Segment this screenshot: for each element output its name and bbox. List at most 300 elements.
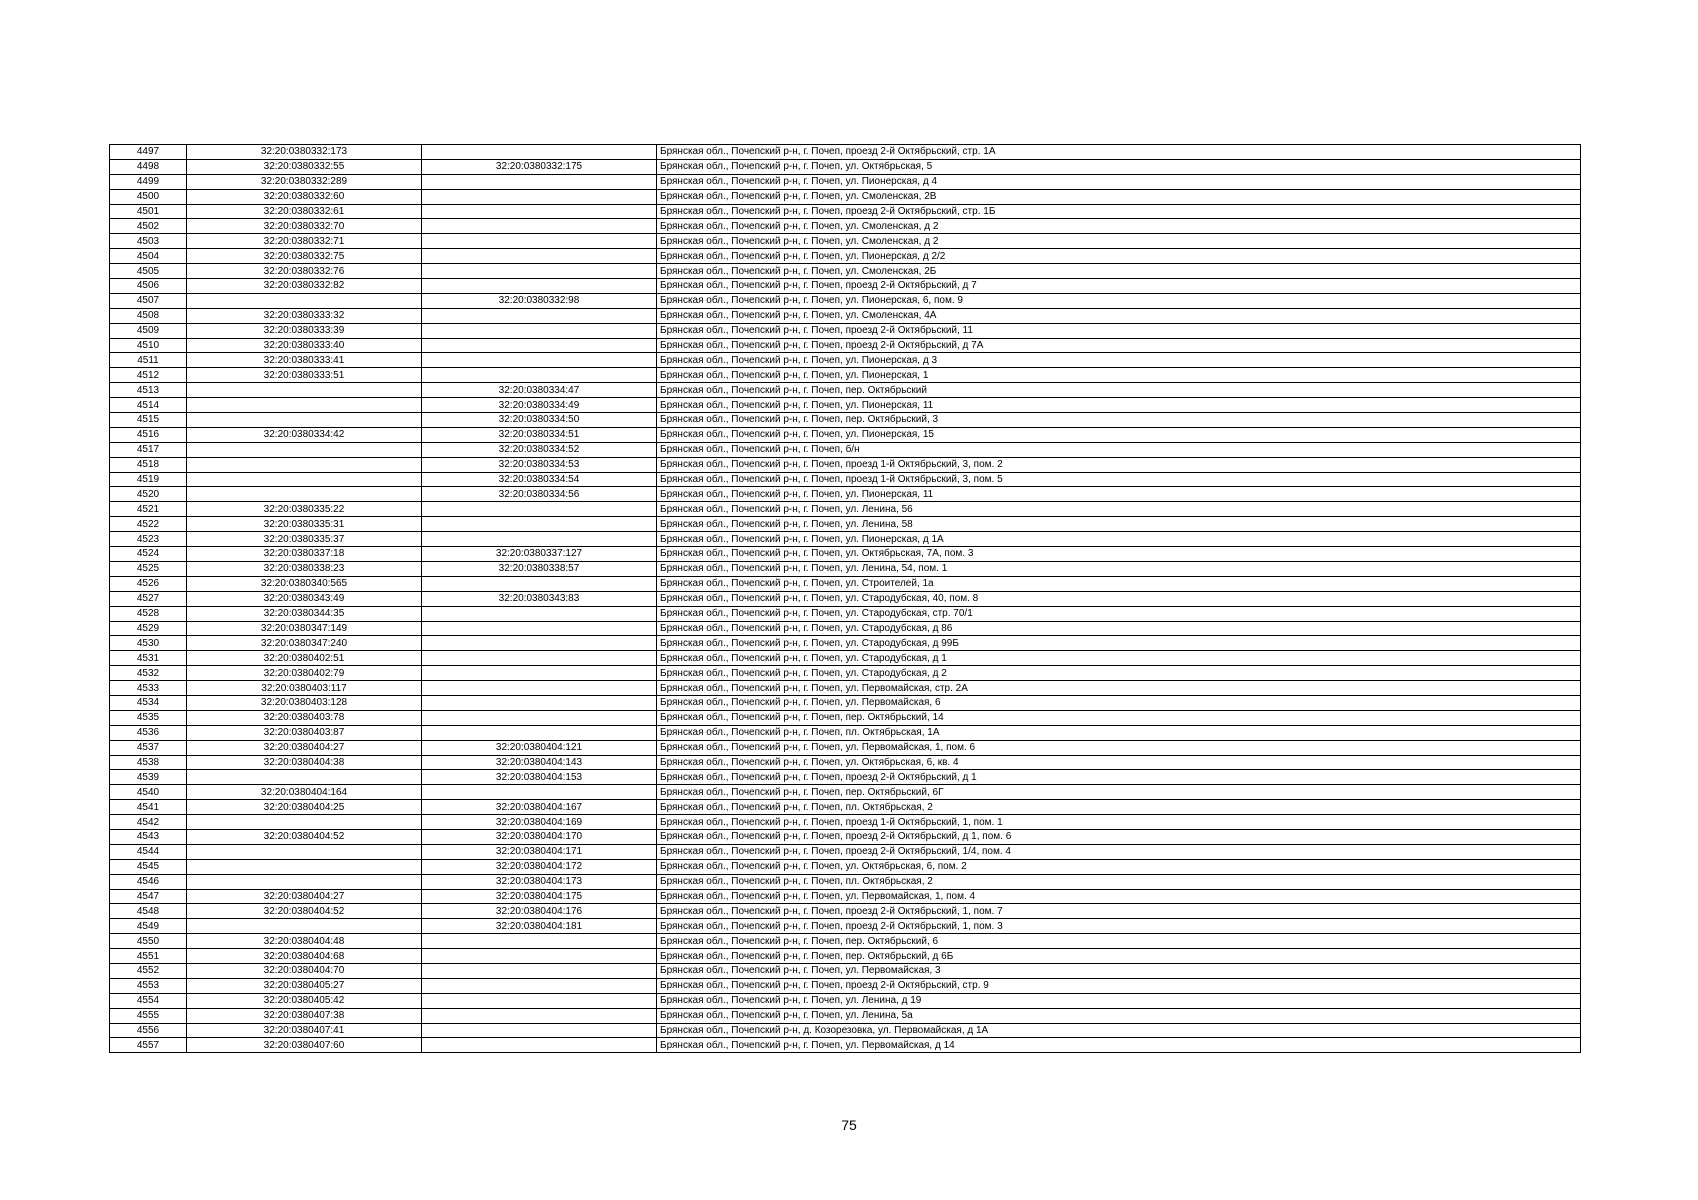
table-row [110, 636, 1581, 651]
address-cell: Брянская обл., Почепский р-н, г. Почеп, ул. Смоленская, д 2 [657, 219, 1581, 234]
table-row [110, 889, 1581, 904]
address-cell: Брянская обл., Почепский р-н, г. Почеп, ул. Строителей, 1а [657, 576, 1581, 591]
row-number-cell: 4548 [110, 904, 187, 919]
address-cell: Брянская обл., Почепский р-н, г. Почеп, ул. Стародубская, д 99Б [657, 636, 1581, 651]
cadastral-number-cell: 32:20:0380338:23 [187, 561, 422, 576]
row-number-cell: 4556 [110, 1023, 187, 1038]
row-number-cell: 4512 [110, 368, 187, 383]
row-number-cell: 4524 [110, 547, 187, 562]
table-row [110, 815, 1581, 830]
linked-cadastral-number-cell: 32:20:0380404:121 [422, 740, 657, 755]
linked-cadastral-number-cell [422, 621, 657, 636]
cadastral-number-cell [187, 919, 422, 934]
row-number-cell: 4501 [110, 204, 187, 219]
table-row [110, 666, 1581, 681]
linked-cadastral-number-cell [422, 576, 657, 591]
address-cell: Брянская обл., Почепский р-н, г. Почеп, проезд 1-й Октябрьский, 3, пом. 5 [657, 472, 1581, 487]
cadastral-number-cell [187, 398, 422, 413]
address-cell: Брянская обл., Почепский р-н, г. Почеп, ул. Октябрьская, 5 [657, 159, 1581, 174]
table-row [110, 264, 1581, 279]
table-row [110, 174, 1581, 189]
cadastral-number-cell: 32:20:0380333:51 [187, 368, 422, 383]
linked-cadastral-number-cell: 32:20:0380332:175 [422, 159, 657, 174]
table-row [110, 755, 1581, 770]
table-row [110, 472, 1581, 487]
table-row [110, 919, 1581, 934]
table-row [110, 353, 1581, 368]
table-row [110, 904, 1581, 919]
address-cell: Брянская обл., Почепский р-н, г. Почеп, ул. Стародубская, стр. 70/1 [657, 606, 1581, 621]
row-number-cell: 4530 [110, 636, 187, 651]
row-number-cell: 4519 [110, 472, 187, 487]
row-number-cell: 4554 [110, 993, 187, 1008]
row-number-cell: 4531 [110, 651, 187, 666]
address-cell: Брянская обл., Почепский р-н, г. Почеп, ул. Ленина, д 19 [657, 993, 1581, 1008]
linked-cadastral-number-cell [422, 666, 657, 681]
row-number-cell: 4497 [110, 145, 187, 160]
cadastral-number-cell: 32:20:0380404:27 [187, 889, 422, 904]
cadastral-number-cell [187, 859, 422, 874]
table-row [110, 963, 1581, 978]
cadastral-number-cell: 32:20:0380337:18 [187, 547, 422, 562]
cadastral-number-cell: 32:20:0380333:41 [187, 353, 422, 368]
row-number-cell: 4507 [110, 293, 187, 308]
linked-cadastral-number-cell [422, 934, 657, 949]
row-number-cell: 4536 [110, 725, 187, 740]
cadastral-number-cell: 32:20:0380343:49 [187, 591, 422, 606]
row-number-cell: 4514 [110, 398, 187, 413]
address-cell: Брянская обл., Почепский р-н, г. Почеп, ул. Первомайская, 1, пом. 6 [657, 740, 1581, 755]
linked-cadastral-number-cell: 32:20:0380404:175 [422, 889, 657, 904]
table-row [110, 800, 1581, 815]
address-cell: Брянская обл., Почепский р-н, г. Почеп, ул. Первомайская, стр. 2А [657, 681, 1581, 696]
address-cell: Брянская обл., Почепский р-н, г. Почеп, ул. Пионерская, д 4 [657, 174, 1581, 189]
row-number-cell: 4529 [110, 621, 187, 636]
cadastral-number-cell: 32:20:0380332:61 [187, 204, 422, 219]
address-cell: Брянская обл., Почепский р-н, г. Почеп, ул. Октябрьская, 7А, пом. 3 [657, 547, 1581, 562]
cadastral-number-cell: 32:20:0380332:70 [187, 219, 422, 234]
table-row [110, 323, 1581, 338]
table-row [110, 398, 1581, 413]
row-number-cell: 4557 [110, 1038, 187, 1053]
address-cell: Брянская обл., Почепский р-н, г. Почеп, ул. Смоленская, 2В [657, 189, 1581, 204]
cadastral-number-cell: 32:20:0380332:289 [187, 174, 422, 189]
row-number-cell: 4509 [110, 323, 187, 338]
address-cell: Брянская обл., Почепский р-н, г. Почеп, ул. Смоленская, д 2 [657, 234, 1581, 249]
linked-cadastral-number-cell [422, 264, 657, 279]
cadastral-number-cell [187, 844, 422, 859]
linked-cadastral-number-cell [422, 353, 657, 368]
table-row [110, 204, 1581, 219]
cadastral-number-cell: 32:20:0380403:128 [187, 695, 422, 710]
row-number-cell: 4510 [110, 338, 187, 353]
linked-cadastral-number-cell [422, 1023, 657, 1038]
table-row [110, 993, 1581, 1008]
cadastral-number-cell: 32:20:0380335:22 [187, 502, 422, 517]
linked-cadastral-number-cell [422, 219, 657, 234]
table-row [110, 234, 1581, 249]
row-number-cell: 4546 [110, 874, 187, 889]
cadastral-number-cell: 32:20:0380402:51 [187, 651, 422, 666]
cadastral-number-cell: 32:20:0380404:25 [187, 800, 422, 815]
cadastral-number-cell: 32:20:0380404:52 [187, 904, 422, 919]
linked-cadastral-number-cell [422, 189, 657, 204]
cadastral-number-cell: 32:20:0380332:71 [187, 234, 422, 249]
table-row [110, 621, 1581, 636]
table-row [110, 725, 1581, 740]
address-cell: Брянская обл., Почепский р-н, г. Почеп, пер. Октябрьский, 3 [657, 413, 1581, 428]
table-row [110, 517, 1581, 532]
linked-cadastral-number-cell: 32:20:0380404:169 [422, 815, 657, 830]
table-row [110, 591, 1581, 606]
cadastral-number-cell: 32:20:0380404:48 [187, 934, 422, 949]
address-cell: Брянская обл., Почепский р-н, д. Козорезовка, ул. Первомайская, д 1А [657, 1023, 1581, 1038]
row-number-cell: 4543 [110, 829, 187, 844]
table-body [110, 145, 1581, 1053]
address-cell: Брянская обл., Почепский р-н, г. Почеп, ул. Первомайская, 6 [657, 695, 1581, 710]
row-number-cell: 4528 [110, 606, 187, 621]
table-row [110, 1038, 1581, 1053]
address-cell: Брянская обл., Почепский р-н, г. Почеп, ул. Первомайская, 3 [657, 963, 1581, 978]
linked-cadastral-number-cell [422, 695, 657, 710]
row-number-cell: 4555 [110, 1008, 187, 1023]
table-row [110, 874, 1581, 889]
row-number-cell: 4508 [110, 308, 187, 323]
row-number-cell: 4518 [110, 457, 187, 472]
row-number-cell: 4516 [110, 427, 187, 442]
table-row [110, 279, 1581, 294]
row-number-cell: 4532 [110, 666, 187, 681]
row-number-cell: 4538 [110, 755, 187, 770]
row-number-cell: 4526 [110, 576, 187, 591]
address-cell: Брянская обл., Почепский р-н, г. Почеп, ул. Смоленская, 4А [657, 308, 1581, 323]
cadastral-number-cell [187, 487, 422, 502]
cadastral-number-cell: 32:20:0380407:41 [187, 1023, 422, 1038]
table-row [110, 338, 1581, 353]
address-cell: Брянская обл., Почепский р-н, г. Почеп, проезд 2-й Октябрьский, 1/4, пом. 4 [657, 844, 1581, 859]
table-row [110, 145, 1581, 160]
address-cell: Брянская обл., Почепский р-н, г. Почеп, пер. Октябрьский [657, 383, 1581, 398]
linked-cadastral-number-cell [422, 249, 657, 264]
linked-cadastral-number-cell [422, 710, 657, 725]
table-row [110, 651, 1581, 666]
address-cell: Брянская обл., Почепский р-н, г. Почеп, ул. Стародубская, д 86 [657, 621, 1581, 636]
cadastral-number-cell: 32:20:0380332:60 [187, 189, 422, 204]
cadastral-number-cell: 32:20:0380344:35 [187, 606, 422, 621]
row-number-cell: 4521 [110, 502, 187, 517]
linked-cadastral-number-cell [422, 323, 657, 338]
linked-cadastral-number-cell [422, 279, 657, 294]
row-number-cell: 4522 [110, 517, 187, 532]
row-number-cell: 4499 [110, 174, 187, 189]
row-number-cell: 4533 [110, 681, 187, 696]
address-cell: Брянская обл., Почепский р-н, г. Почеп, ул. Первомайская, 1, пом. 4 [657, 889, 1581, 904]
linked-cadastral-number-cell [422, 978, 657, 993]
table-row [110, 1008, 1581, 1023]
address-cell: Брянская обл., Почепский р-н, г. Почеп, пл. Октябрьская, 2 [657, 874, 1581, 889]
cadastral-number-cell: 32:20:0380333:40 [187, 338, 422, 353]
row-number-cell: 4525 [110, 561, 187, 576]
linked-cadastral-number-cell [422, 517, 657, 532]
linked-cadastral-number-cell [422, 651, 657, 666]
address-cell: Брянская обл., Почепский р-н, г. Почеп, проезд 2-й Октябрьский, 11 [657, 323, 1581, 338]
table-row [110, 576, 1581, 591]
row-number-cell: 4511 [110, 353, 187, 368]
cadastral-number-cell: 32:20:0380403:78 [187, 710, 422, 725]
row-number-cell: 4534 [110, 695, 187, 710]
table-row [110, 427, 1581, 442]
linked-cadastral-number-cell: 32:20:0380334:54 [422, 472, 657, 487]
cadastral-number-cell: 32:20:0380332:75 [187, 249, 422, 264]
linked-cadastral-number-cell: 32:20:0380404:172 [422, 859, 657, 874]
row-number-cell: 4549 [110, 919, 187, 934]
address-cell: Брянская обл., Почепский р-н, г. Почеп, проезд 2-й Октябрьский, стр. 1Б [657, 204, 1581, 219]
table-row [110, 859, 1581, 874]
cadastral-number-cell: 32:20:0380403:87 [187, 725, 422, 740]
cadastral-number-cell: 32:20:0380332:173 [187, 145, 422, 160]
row-number-cell: 4506 [110, 279, 187, 294]
linked-cadastral-number-cell [422, 1038, 657, 1053]
row-number-cell: 4505 [110, 264, 187, 279]
row-number-cell: 4504 [110, 249, 187, 264]
table-row [110, 413, 1581, 428]
table-row [110, 487, 1581, 502]
table-row [110, 710, 1581, 725]
row-number-cell: 4544 [110, 844, 187, 859]
row-number-cell: 4551 [110, 949, 187, 964]
table-row [110, 547, 1581, 562]
cadastral-number-cell [187, 442, 422, 457]
table-row [110, 308, 1581, 323]
linked-cadastral-number-cell: 32:20:0380404:176 [422, 904, 657, 919]
table-row [110, 681, 1581, 696]
linked-cadastral-number-cell [422, 532, 657, 547]
cadastral-number-cell [187, 770, 422, 785]
linked-cadastral-number-cell: 32:20:0380404:181 [422, 919, 657, 934]
cadastral-number-cell: 32:20:0380333:39 [187, 323, 422, 338]
linked-cadastral-number-cell: 32:20:0380338:57 [422, 561, 657, 576]
cadastral-number-cell: 32:20:0380405:27 [187, 978, 422, 993]
linked-cadastral-number-cell: 32:20:0380334:56 [422, 487, 657, 502]
linked-cadastral-number-cell: 32:20:0380404:153 [422, 770, 657, 785]
table-row [110, 159, 1581, 174]
table-row [110, 442, 1581, 457]
cadastral-number-cell [187, 293, 422, 308]
table-row [110, 740, 1581, 755]
row-number-cell: 4523 [110, 532, 187, 547]
linked-cadastral-number-cell: 32:20:0380334:53 [422, 457, 657, 472]
cadastral-number-cell [187, 472, 422, 487]
address-cell: Брянская обл., Почепский р-н, г. Почеп, ул. Ленина, 58 [657, 517, 1581, 532]
page-number: 75 [841, 1117, 857, 1133]
row-number-cell: 4552 [110, 963, 187, 978]
table-row [110, 502, 1581, 517]
address-cell: Брянская обл., Почепский р-н, г. Почеп, ул. Пионерская, 1 [657, 368, 1581, 383]
cadastral-number-cell: 32:20:0380332:55 [187, 159, 422, 174]
address-cell: Брянская обл., Почепский р-н, г. Почеп, ул. Пионерская, д 1А [657, 532, 1581, 547]
cadastral-number-cell: 32:20:0380404:68 [187, 949, 422, 964]
table-row [110, 293, 1581, 308]
table-row [110, 770, 1581, 785]
address-cell: Брянская обл., Почепский р-н, г. Почеп, ул. Стародубская, 40, пом. 8 [657, 591, 1581, 606]
linked-cadastral-number-cell [422, 725, 657, 740]
address-cell: Брянская обл., Почепский р-н, г. Почеп, ул. Пионерская, 11 [657, 398, 1581, 413]
table-row [110, 532, 1581, 547]
address-cell: Брянская обл., Почепский р-н, г. Почеп, ул. Пионерская, д 2/2 [657, 249, 1581, 264]
table-row [110, 695, 1581, 710]
row-number-cell: 4527 [110, 591, 187, 606]
row-number-cell: 4550 [110, 934, 187, 949]
table-row [110, 829, 1581, 844]
address-cell: Брянская обл., Почепский р-н, г. Почеп, проезд 2-й Октябрьский, д 1 [657, 770, 1581, 785]
address-cell: Брянская обл., Почепский р-н, г. Почеп, пер. Октябрьский, 6 [657, 934, 1581, 949]
address-cell: Брянская обл., Почепский р-н, г. Почеп, проезд 2-й Октябрьский, д 1, пом. 6 [657, 829, 1581, 844]
row-number-cell: 4498 [110, 159, 187, 174]
cadastral-number-cell [187, 413, 422, 428]
address-cell: Брянская обл., Почепский р-н, г. Почеп, ул. Ленина, 54, пом. 1 [657, 561, 1581, 576]
cadastral-number-cell: 32:20:0380347:240 [187, 636, 422, 651]
linked-cadastral-number-cell: 32:20:0380404:171 [422, 844, 657, 859]
linked-cadastral-number-cell: 32:20:0380404:143 [422, 755, 657, 770]
row-number-cell: 4500 [110, 189, 187, 204]
address-cell: Брянская обл., Почепский р-н, г. Почеп, пер. Октябрьский, 14 [657, 710, 1581, 725]
table-row [110, 219, 1581, 234]
address-cell: Брянская обл., Почепский р-н, г. Почеп, проезд 2-й Октябрьский, 1, пом. 3 [657, 919, 1581, 934]
linked-cadastral-number-cell [422, 174, 657, 189]
table-row [110, 249, 1581, 264]
linked-cadastral-number-cell: 32:20:0380334:49 [422, 398, 657, 413]
table-row [110, 978, 1581, 993]
cadastral-number-cell: 32:20:0380347:149 [187, 621, 422, 636]
cadastral-number-cell: 32:20:0380334:42 [187, 427, 422, 442]
address-cell: Брянская обл., Почепский р-н, г. Почеп, проезд 2-й Октябрьский, д 7 [657, 279, 1581, 294]
row-number-cell: 4503 [110, 234, 187, 249]
table-row [110, 785, 1581, 800]
address-cell: Брянская обл., Почепский р-н, г. Почеп, б/н [657, 442, 1581, 457]
address-cell: Брянская обл., Почепский р-н, г. Почеп, пл. Октябрьская, 1А [657, 725, 1581, 740]
address-cell: Брянская обл., Почепский р-н, г. Почеп, пл. Октябрьская, 2 [657, 800, 1581, 815]
address-cell: Брянская обл., Почепский р-н, г. Почеп, пер. Октябрьский, 6Г [657, 785, 1581, 800]
cadastral-number-cell: 32:20:0380402:79 [187, 666, 422, 681]
linked-cadastral-number-cell [422, 502, 657, 517]
address-cell: Брянская обл., Почепский р-н, г. Почеп, проезд 2-й Октябрьский, стр. 1А [657, 145, 1581, 160]
linked-cadastral-number-cell: 32:20:0380332:98 [422, 293, 657, 308]
linked-cadastral-number-cell: 32:20:0380334:47 [422, 383, 657, 398]
linked-cadastral-number-cell [422, 1008, 657, 1023]
address-cell: Брянская обл., Почепский р-н, г. Почеп, ул. Стародубская, д 2 [657, 666, 1581, 681]
row-number-cell: 4513 [110, 383, 187, 398]
cadastral-number-cell: 32:20:0380340:565 [187, 576, 422, 591]
linked-cadastral-number-cell [422, 338, 657, 353]
row-number-cell: 4517 [110, 442, 187, 457]
cadastral-number-cell: 32:20:0380405:42 [187, 993, 422, 1008]
address-cell: Брянская обл., Почепский р-н, г. Почеп, ул. Октябрьская, 6, кв. 4 [657, 755, 1581, 770]
linked-cadastral-number-cell [422, 993, 657, 1008]
address-cell: Брянская обл., Почепский р-н, г. Почеп, ул. Пионерская, 6, пом. 9 [657, 293, 1581, 308]
cadastral-number-cell: 32:20:0380332:82 [187, 279, 422, 294]
cadastral-number-cell: 32:20:0380407:38 [187, 1008, 422, 1023]
address-cell: Брянская обл., Почепский р-н, г. Почеп, ул. Пионерская, д 3 [657, 353, 1581, 368]
address-cell: Брянская обл., Почепский р-н, г. Почеп, ул. Первомайская, д 14 [657, 1038, 1581, 1053]
linked-cadastral-number-cell: 32:20:0380404:167 [422, 800, 657, 815]
linked-cadastral-number-cell [422, 606, 657, 621]
linked-cadastral-number-cell [422, 368, 657, 383]
table-row [110, 934, 1581, 949]
table-row [110, 1023, 1581, 1038]
linked-cadastral-number-cell: 32:20:0380334:50 [422, 413, 657, 428]
linked-cadastral-number-cell [422, 963, 657, 978]
address-cell: Брянская обл., Почепский р-н, г. Почеп, проезд 1-й Октябрьский, 1, пом. 1 [657, 815, 1581, 830]
linked-cadastral-number-cell [422, 949, 657, 964]
table-row [110, 368, 1581, 383]
cadastral-number-cell: 32:20:0380333:32 [187, 308, 422, 323]
linked-cadastral-number-cell: 32:20:0380343:83 [422, 591, 657, 606]
address-cell: Брянская обл., Почепский р-н, г. Почеп, проезд 2-й Октябрьский, д 7А [657, 338, 1581, 353]
row-number-cell: 4545 [110, 859, 187, 874]
cadastral-number-cell: 32:20:0380404:52 [187, 829, 422, 844]
cadastral-number-cell [187, 457, 422, 472]
address-cell: Брянская обл., Почепский р-н, г. Почеп, пер. Октябрьский, д 6Б [657, 949, 1581, 964]
row-number-cell: 4515 [110, 413, 187, 428]
row-number-cell: 4547 [110, 889, 187, 904]
address-cell: Брянская обл., Почепский р-н, г. Почеп, ул. Смоленская, 2Б [657, 264, 1581, 279]
table-row [110, 606, 1581, 621]
linked-cadastral-number-cell: 32:20:0380334:51 [422, 427, 657, 442]
cadastral-number-cell: 32:20:0380404:164 [187, 785, 422, 800]
address-cell: Брянская обл., Почепский р-н, г. Почеп, ул. Стародубская, д 1 [657, 651, 1581, 666]
address-cell: Брянская обл., Почепский р-н, г. Почеп, проезд 1-й Октябрьский, 3, пом. 2 [657, 457, 1581, 472]
row-number-cell: 4542 [110, 815, 187, 830]
cadastral-number-cell: 32:20:0380404:27 [187, 740, 422, 755]
linked-cadastral-number-cell [422, 785, 657, 800]
cadastral-number-cell [187, 874, 422, 889]
linked-cadastral-number-cell [422, 234, 657, 249]
row-number-cell: 4553 [110, 978, 187, 993]
cadastral-number-cell: 32:20:0380404:38 [187, 755, 422, 770]
linked-cadastral-number-cell [422, 145, 657, 160]
linked-cadastral-number-cell: 32:20:0380337:127 [422, 547, 657, 562]
row-number-cell: 4540 [110, 785, 187, 800]
address-cell: Брянская обл., Почепский р-н, г. Почеп, ул. Пионерская, 11 [657, 487, 1581, 502]
cadastral-number-cell: 32:20:0380403:117 [187, 681, 422, 696]
row-number-cell: 4541 [110, 800, 187, 815]
table-row [110, 949, 1581, 964]
linked-cadastral-number-cell: 32:20:0380334:52 [422, 442, 657, 457]
cadastral-number-cell: 32:20:0380332:76 [187, 264, 422, 279]
address-cell: Брянская обл., Почепский р-н, г. Почеп, ул. Ленина, 56 [657, 502, 1581, 517]
table-row [110, 383, 1581, 398]
cadastral-number-cell: 32:20:0380404:70 [187, 963, 422, 978]
row-number-cell: 4502 [110, 219, 187, 234]
linked-cadastral-number-cell: 32:20:0380404:173 [422, 874, 657, 889]
row-number-cell: 4537 [110, 740, 187, 755]
linked-cadastral-number-cell [422, 308, 657, 323]
linked-cadastral-number-cell [422, 636, 657, 651]
cadastral-number-cell: 32:20:0380335:37 [187, 532, 422, 547]
cadastral-number-cell [187, 383, 422, 398]
address-cell: Брянская обл., Почепский р-н, г. Почеп, ул. Ленина, 5а [657, 1008, 1581, 1023]
table-row [110, 189, 1581, 204]
table-row [110, 457, 1581, 472]
linked-cadastral-number-cell: 32:20:0380404:170 [422, 829, 657, 844]
linked-cadastral-number-cell [422, 681, 657, 696]
address-cell: Брянская обл., Почепский р-н, г. Почеп, ул. Пионерская, 15 [657, 427, 1581, 442]
row-number-cell: 4520 [110, 487, 187, 502]
cadastral-number-cell: 32:20:0380335:31 [187, 517, 422, 532]
cadastral-number-cell [187, 815, 422, 830]
row-number-cell: 4535 [110, 710, 187, 725]
table-row [110, 844, 1581, 859]
